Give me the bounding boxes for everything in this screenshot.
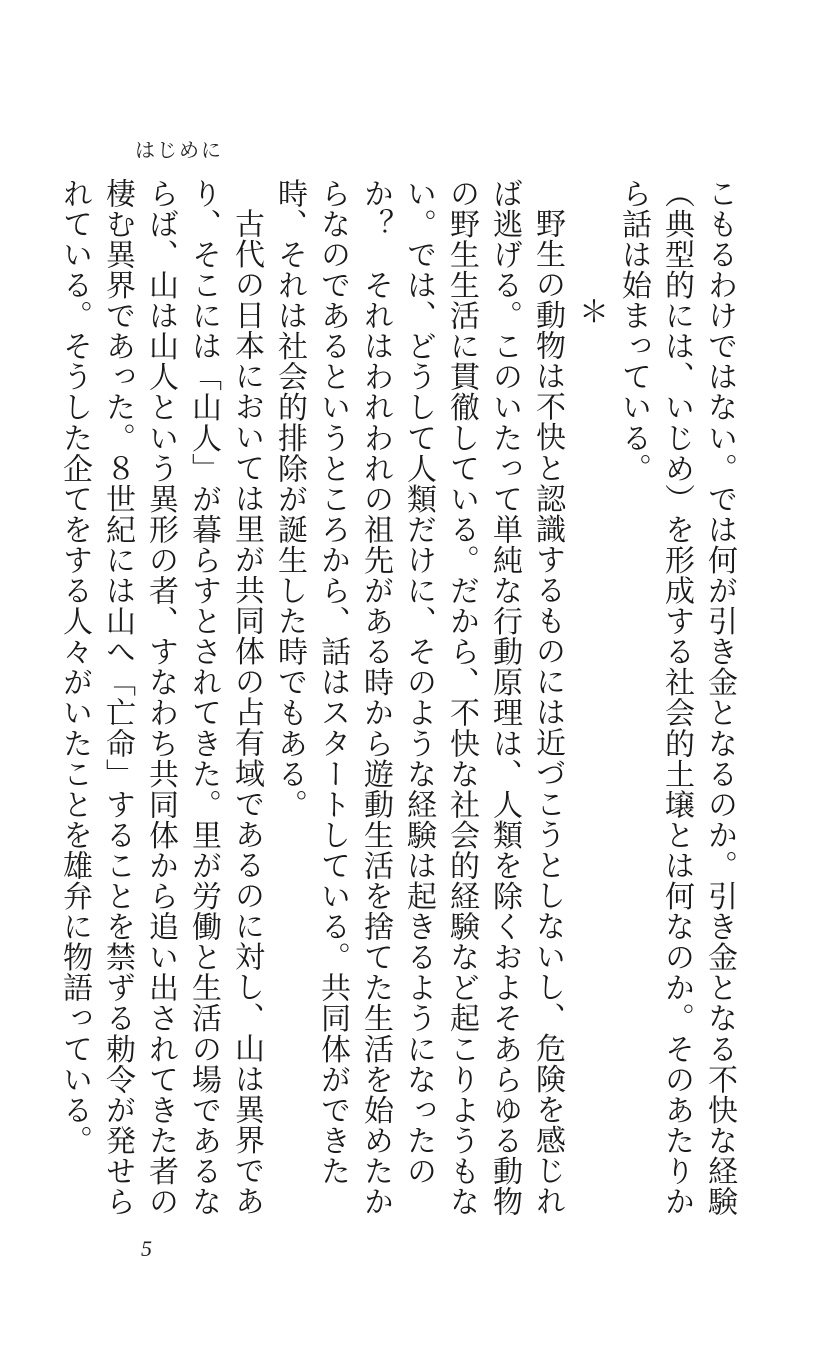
running-head: はじめに <box>135 138 223 162</box>
page-number: 5 <box>141 1236 152 1261</box>
paragraph-3: 古代の日本においては里が共同体の占有域であるのに対し、山は異界であり、そこには「山人」が暮らすとされてきた。里が労働と生活の場であるならば、山は山人という異形の者、すなわち共同体から追い出されてきた者の棲む異界であった。８世紀には山へ「亡命」することを禁ずる勅令が発せられている。そうした企てをする人々がいたことを雄弁に物語っている。 <box>57 178 264 1217</box>
body-text <box>57 178 741 1218</box>
section-separator: ＊ <box>573 296 608 327</box>
paragraph-1: こもるわけではない。では何が引き金となるのか。引き金となる不快な経験（典型的には、いじめ）を形成する社会的土壌とは何なのか。そのあたりから話は始まっている。 <box>616 178 737 1217</box>
paragraph-2: 野生の動物は不快と認識するものには近づこうとしないし、危険を感じれば逃げる。このいたって単純な行動原理は、人類を除くおよそあらゆる動物の野生生活に貫徹している。だから、不快な社会的経験など起こりようもない。では、どうして人類だけに、そのような経験は起きるようになったのか？ それはわれわれの祖先がある時から遊動生活を捨てた生活を始めたからなのであるというところから、話はスタートしている。共同体ができた時、それは社会的排除が誕生した時でもある。 <box>272 178 565 1217</box>
